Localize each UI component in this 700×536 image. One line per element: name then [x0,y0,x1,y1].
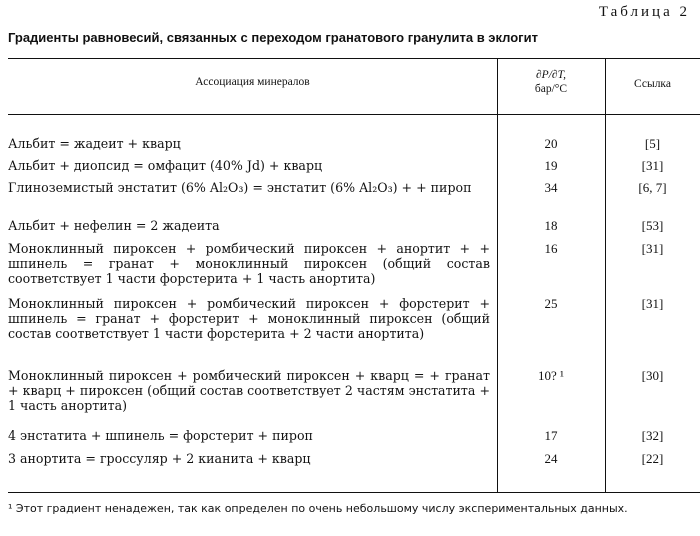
reference-cell: [31] [641,158,664,173]
association-cell: 3 анортита = гроссуляр + 2 кианита + кварц [8,451,311,466]
reference-cell: [31] [641,241,664,256]
gradient-cell: 25 [544,296,558,311]
association-cell: Альбит = жадеит + кварц [8,136,181,151]
reference-cell: [53] [641,218,664,233]
gradient-cell: 24 [544,451,558,466]
reference-cell: [30] [641,368,664,383]
gradient-header-formula: ∂P/∂T, [535,69,566,81]
reference-cell: [32] [641,428,664,443]
column-divider-1 [497,58,498,492]
gradient-cell: 10? ¹ [538,368,564,383]
column-header-association: Ассоциация минералов [195,76,310,88]
reference-cell: [5] [644,136,661,151]
association-cell: Альбит + нефелин = 2 жадеита [8,218,220,233]
table-bottom-rule [8,492,700,493]
column-header-gradient [497,68,605,96]
gradient-cell: 34 [544,180,558,195]
table-label: Таблица 2 [598,4,690,20]
reference-cell: [6, 7] [638,180,667,195]
reference-cell: [31] [641,296,664,311]
gradient-cell: 17 [544,428,558,443]
table-header-rule [8,114,700,115]
reference-cell: [22] [641,451,664,466]
gradient-cell: 19 [544,158,558,173]
gradient-cell: 20 [544,136,558,151]
association-cell: Моноклинный пироксен + ромбический пироксен + кварц = + гранат + кварц + пироксен (общий состав соответствует 2 частям энстатита + 1 часть анортита) [8,368,490,413]
association-cell: Моноклинный пироксен + ромбический пироксен + анортит + + шпинель = гранат + моноклинный пироксен (общий состав соответствует 1 части форстерита + 1 часть анортита) [8,241,490,286]
column-divider-2 [605,58,606,492]
association-cell: Моноклинный пироксен + ромбический пироксен + форстерит + шпинель = гранат + форстерит + моноклинный пироксен (общий состав соответствует 1 части форстерита + 2 части анортита) [8,296,490,341]
gradient-cell: 18 [544,218,558,233]
gradient-header-units: бар/°C [534,83,568,95]
association-cell: Альбит + диопсид = омфацит (40% Jd) + кварц [8,158,323,173]
column-header-reference: Ссылка [634,78,671,90]
association-cell: 4 энстатита + шпинель = форстерит + пироп [8,428,313,443]
association-cell: Глиноземистый энстатит (6% Al₂O₃) = энстатит (6% Al₂O₃) + + пироп [8,180,472,195]
table-top-rule [8,58,700,59]
footnote: ¹ Этот градиент ненадежен, так как определен по очень небольшому числу экспериментальных данных. [8,502,628,515]
gradient-cell: 16 [544,241,558,256]
table-title: Градиенты равновесий, связанных с переходом гранатового гранулита в эклогит [8,30,538,45]
